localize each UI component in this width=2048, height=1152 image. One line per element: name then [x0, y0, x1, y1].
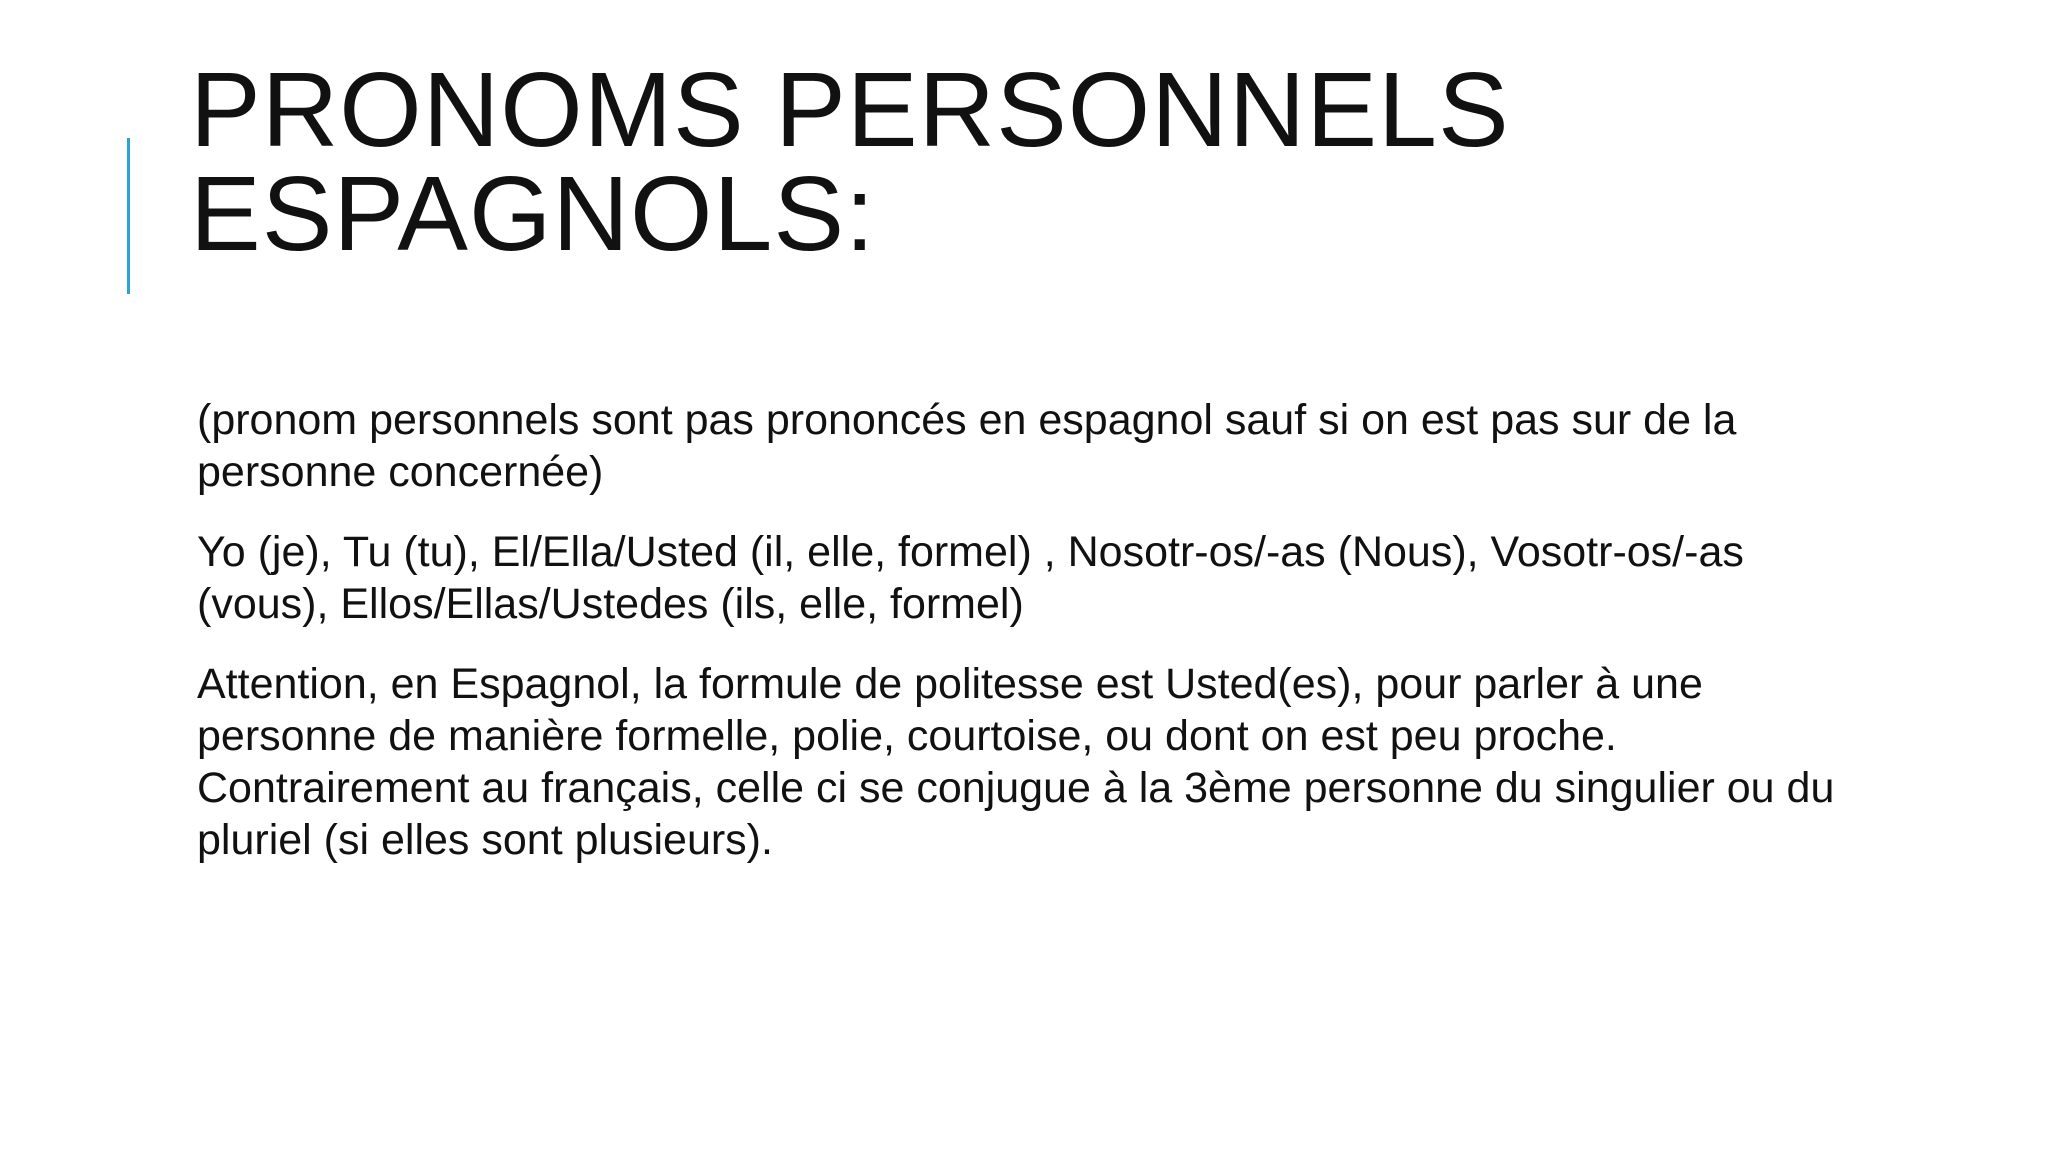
- title-accent-bar: [127, 138, 130, 294]
- slide-title-line-2: ESPAGNOLS:: [190, 155, 876, 273]
- paragraph-pronoun-list: Yo (je), Tu (tu), El/Ella/Usted (il, elle, formel) , Nosotr-os/-as (Nous), Vosotr-os/-as (vous), Ellos/Ellas/Ustedes (ils, elle, formel): [197, 528, 1744, 628]
- paragraph-pronoun-note: (pronom personnels sont pas prononcés en espagnol sauf si on est pas sur de la personne concernée): [197, 396, 1737, 496]
- slide-title-line-1: PRONOMS PERSONNELS: [190, 51, 1510, 169]
- slide-body: [197, 394, 1837, 894]
- slide-title: [190, 51, 1970, 273]
- paragraph-politeness-form: Attention, en Espagnol, la formule de politesse est Usted(es), pour parler à une personne de manière formelle, polie, courtoise, ou dont on est peu proche. Contrairement au français, celle ci se conjugue à la 3ème personne du singulier ou du pluriel (si elles sont plusieurs).: [197, 660, 1835, 864]
